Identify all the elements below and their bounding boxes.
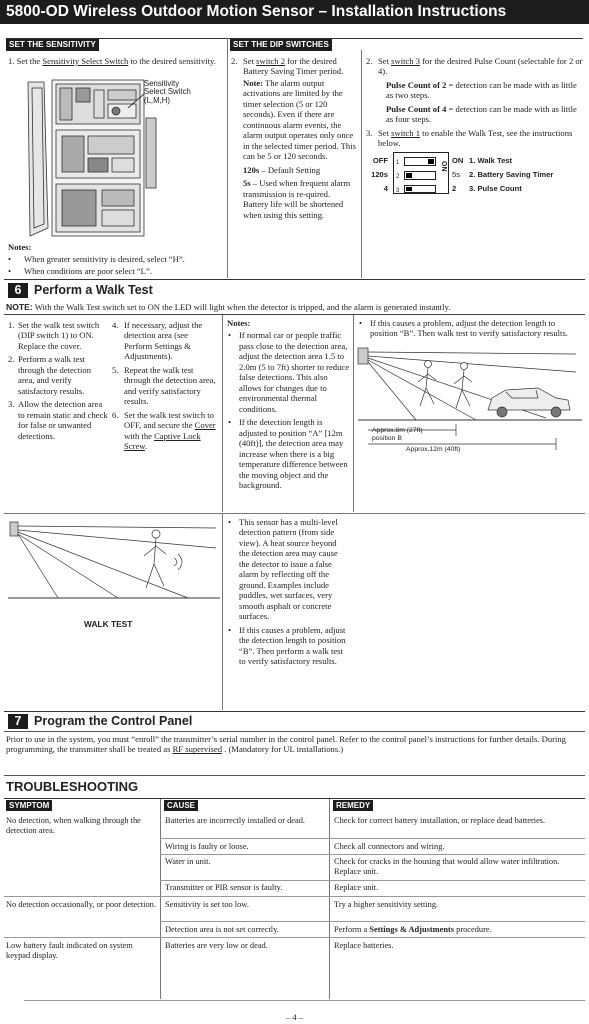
col-header-symptom: SYMPTOM	[6, 800, 52, 811]
row-rule	[4, 896, 585, 897]
sensitivity-header: SET THE SENSITIVITY	[6, 39, 99, 51]
remedy-cell: Check all connectors and wiring.	[334, 842, 445, 851]
cause-cell: Detection area is not set correctly.	[165, 925, 279, 934]
row-rule	[160, 880, 585, 881]
remedy-cell: Perform a Settings & Adjustments procedure.	[334, 925, 492, 934]
cause-cell: Water in unit.	[165, 857, 211, 866]
dip-step-2: 2. Set switch 2 for the desired Battery Saving Timer period. Note: The alarm output activations are limited by the timer selection (5 or 120 seconds). Even if there are continuous alarm events, the alarm output operates only once in the selected timer period. This can be 5 or 120 seconds. 120s – Default Setting 5s – Used when frequent alarm transmission is re-quired. Battery life will be shortened when using this setting.	[231, 56, 356, 220]
symptom-cell: No detection, when walking through the detection area.	[6, 816, 141, 836]
cause-cell: Sensitivity is set too low.	[165, 900, 249, 909]
cause-cell: Transmitter or PIR sensor is faulty.	[165, 883, 283, 892]
walk-notes-right: • If this causes a problem, adjust the detection length to position “B”. Then walk test to verify satisfactory results.	[359, 318, 568, 339]
switch-2-link: switch 2	[256, 56, 286, 66]
dip-step-pulse: 2. Set switch 3 for the desired Pulse Count (selectable for 2 or 4). Pulse Count of 2 = detection can be made with as little as two steps. Pulse Count of 4 = detection can be made with as little as four steps. 3. Set switch 1 to enable the Walk Test, see the instructions below.	[366, 56, 583, 149]
walk-notes-b	[227, 517, 349, 667]
col-header-remedy: REMEDY	[333, 800, 373, 811]
walk-steps-col2	[112, 320, 218, 452]
cause-cell: Wiring is faulty or loose.	[165, 842, 249, 851]
walk-notes-a: Notes: • If normal car or people traffic pass close to the detection area, adjust the detection area 1.5 to 2.0m (5 to 7ft) shorter to reduce false detections. This also allows for changes due to environmental thermal conditions. • If the detection length is adjusted to position “A” [12m (40ft)], the detection area may increase when there is a big temperature difference between the moving object and the background.	[227, 318, 350, 491]
section-rule	[4, 513, 585, 514]
walk-test-note: NOTE: With the Walk Test switch set to ON the LED will light when the detector is tripped, and the alarm is generated instantly.	[6, 302, 451, 312]
dip-switch-2	[404, 171, 436, 180]
remedy-cell: Replace batteries.	[334, 941, 394, 950]
walk-test-label: WALK TEST	[84, 619, 133, 629]
dip-switch-block: 1 2 3 ON	[393, 152, 449, 194]
walk-note: • If normal car or people traffic pass close to the detection area, adjust the detection area 1.5 to 2.0m (5 to 7ft) shorter to reduce false detections. This also allows for changes due to environmental thermal conditions.	[228, 330, 350, 414]
col-header-cause: CAUSE	[164, 800, 198, 811]
column-divider	[361, 50, 362, 278]
section-rule	[4, 279, 585, 280]
walk-test-heading: 6 Perform a Walk Test	[8, 283, 153, 298]
troubleshooting-heading: TROUBLESHOOTING	[6, 779, 139, 794]
column-divider	[353, 315, 354, 512]
section-number-7: 7	[8, 714, 28, 729]
switch-3-link: switch 3	[391, 56, 421, 66]
walk-step: 6. Set the walk test switch to OFF, and secure the Cover with the Captive Lock Screw.	[112, 409, 216, 452]
walk-step: 4. If necessary, adjust the detection area (see Perform Settings & Adjustments).	[112, 320, 203, 362]
table-divider	[329, 799, 330, 999]
section-rule	[4, 731, 585, 732]
dip-step-3: 3. Set switch 1 to enable the Walk Test, see the instructions below.	[366, 127, 573, 149]
symptom-cell: No detection occasionally, or poor detection.	[6, 900, 156, 909]
walk-note: • If this causes a problem, adjust the detection length to position “B”. Then perform a walk test to verify satisfactory results.	[228, 624, 346, 667]
walk-note: • If the detection length is adjusted to position “A” [12m (40ft)], the detection area may increase when there is a big temperature difference between the moving object and the background.	[228, 417, 348, 491]
range-label-b: Approx.8m (27ft) position B	[372, 427, 423, 442]
walk-test-diagram	[8, 518, 220, 632]
symptom-cell: Low battery fault indicated on system keypad display.	[6, 941, 133, 961]
remedy-cell: Try a higher sensitivity setting.	[334, 900, 439, 909]
document-title: 5800-OD Wireless Outdoor Motion Sensor – Installation Instructions	[0, 0, 589, 24]
remedy-cell: Replace unit.	[334, 883, 379, 892]
remedy-cell: Check for cracks in the housing that would allow water infiltration. Replace unit.	[334, 857, 560, 877]
sensitivity-switch-link: Sensitivity Select Switch	[42, 56, 129, 66]
sensitivity-note: • When greater sensitivity is desired, select “H”.	[8, 254, 185, 264]
range-label-a: Approx.12m (40ft)	[406, 446, 461, 453]
page-number: – 4 –	[285, 1012, 304, 1022]
dip-switch-1	[404, 157, 436, 166]
cause-cell: Batteries are incorrectly installed or dead.	[165, 816, 305, 825]
table-divider	[160, 799, 161, 999]
column-divider	[222, 514, 223, 710]
walk-step: 3. Allow the detection area to remain static and check for false or unwanted detections.	[8, 399, 108, 441]
sensitivity-notes-title: Notes:	[8, 242, 32, 252]
program-text: Prior to use in the system, you must “enroll” the transmitter’s serial number in the control panel. Refer to the control panel’s instructions for further details. During programming, the transmitter shall be treated as RF supervised . (Mandatory for UL installations.)	[6, 734, 566, 755]
row-rule	[160, 838, 585, 839]
walk-step: 1. Set the walk test switch (DIP switch 1) to ON. Replace the cover.	[8, 320, 100, 351]
cause-cell: Batteries are very low or dead.	[165, 941, 268, 950]
walk-step: 2. Perform a walk test through the detection area, and verify satisfactory results.	[8, 354, 92, 396]
walk-step: 5. Repeat the walk test through the detection area, and verify satisfactory results.	[112, 364, 216, 407]
walk-steps-col1	[8, 320, 108, 441]
section-rule	[4, 775, 585, 776]
section-number-6: 6	[8, 283, 28, 298]
remedy-cell: Check for correct battery installation, or replace dead batteries.	[334, 816, 546, 825]
section-rule	[4, 711, 585, 712]
sensitivity-notes-list	[8, 254, 223, 277]
dip-header: SET THE DIP SWITCHES	[230, 39, 332, 51]
column-divider	[222, 315, 223, 512]
sensitivity-step: 1. Set the Sensitivity Select Switch to the desired sensitivity.	[8, 56, 216, 66]
walk-note: • This sensor has a multi-level detection pattern (from side view). A heat source beyond the detection area may cause the detector to issue a false alarm by reflecting off the ground. Examples include puddles, wet surfaces, very smooth asphalt or concrete surfaces.	[228, 517, 338, 622]
row-rule	[160, 854, 585, 855]
sensitivity-switch-callout: Sensitivity Select Switch (L,M,H)	[144, 79, 191, 105]
table-bottom-rule	[24, 1000, 585, 1001]
switch-1-link: switch 1	[391, 127, 421, 138]
row-rule	[160, 921, 585, 922]
section-rule	[4, 314, 585, 315]
row-rule	[4, 937, 585, 938]
program-heading: 7 Program the Control Panel	[8, 714, 192, 729]
table-rule	[4, 798, 585, 799]
sensitivity-note: • When conditions are poor select “L”.	[8, 266, 152, 277]
dip-switch-3	[404, 185, 436, 193]
column-divider	[227, 38, 228, 278]
dip-switch-diagram: OFF 120s 4 1 2 3 ON ON 5s 2 1. Walk Test 2. Battery Saving Timer 3. Pulse Count	[366, 152, 584, 196]
